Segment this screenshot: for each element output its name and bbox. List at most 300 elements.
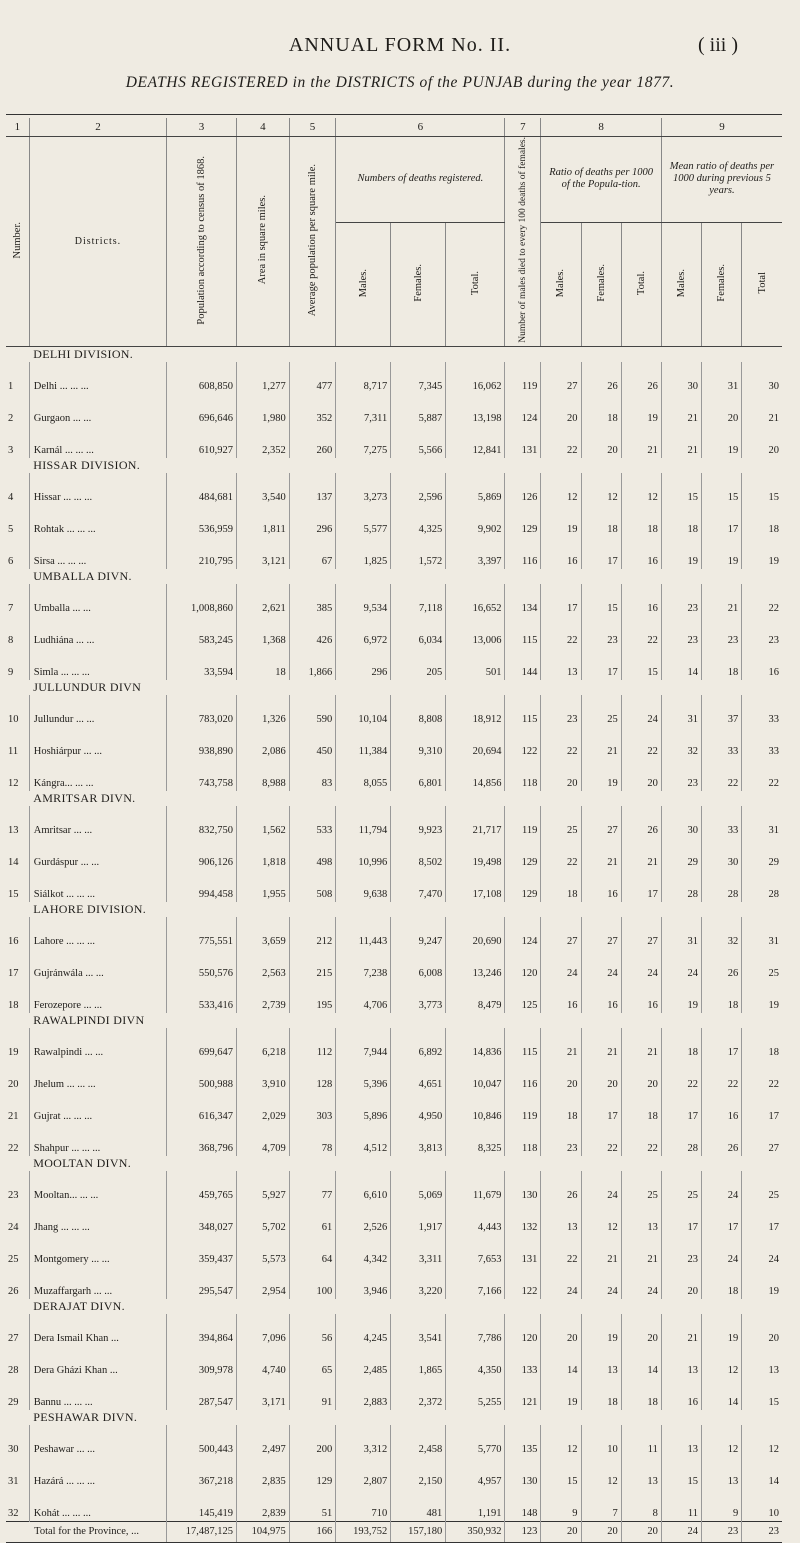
area: 2,739 [236, 981, 289, 1013]
deaths-males: 4,512 [336, 1124, 391, 1156]
ratio-males: 27 [541, 362, 581, 394]
division-spacer [6, 458, 29, 473]
ratio-total: 16 [621, 537, 661, 569]
table-row [6, 537, 782, 569]
total-value: 23 [702, 1521, 742, 1542]
division-spacer [6, 1410, 29, 1425]
deaths-females: 1,572 [391, 537, 446, 569]
deaths-males: 7,275 [336, 426, 391, 458]
table-row [6, 362, 782, 394]
ratio-females: 13 [581, 1346, 621, 1378]
row-number: 16 [6, 917, 29, 949]
mean-males: 25 [661, 1171, 701, 1203]
area: 2,621 [236, 584, 289, 616]
mean-males: 28 [661, 1124, 701, 1156]
table-title: DEATHS REGISTERED in the DISTRICTS of the PUNJAB during the year 1877. [125, 74, 675, 91]
deaths-females: 2,596 [391, 473, 446, 505]
table-row [6, 1028, 782, 1060]
district-name: Amritsar ... ... [29, 806, 166, 838]
population: 500,443 [167, 1425, 237, 1457]
area: 2,835 [236, 1457, 289, 1489]
total-value: 20 [581, 1521, 621, 1542]
ratio-males: 15 [541, 1457, 581, 1489]
ratio-females: 27 [581, 806, 621, 838]
table-row [6, 1124, 782, 1156]
ratio-males: 22 [541, 727, 581, 759]
area: 1,326 [236, 695, 289, 727]
deaths-total: 13,006 [446, 616, 505, 648]
mean-total: 22 [768, 1078, 779, 1090]
density: 498 [289, 838, 336, 870]
ratio-females: 10 [581, 1425, 621, 1457]
population: 536,959 [167, 505, 237, 537]
ratio-males: 19 [541, 1378, 581, 1410]
ratio-total: 8 [621, 1489, 661, 1522]
ratio-total: 24 [621, 695, 661, 727]
deaths-total: 18,912 [446, 695, 505, 727]
male-ratio: 120 [505, 1314, 541, 1346]
male-ratio: 119 [505, 1092, 541, 1124]
mean-males: 13 [661, 1346, 701, 1378]
division-spacer [6, 680, 29, 695]
mean-total: 24 [768, 1253, 779, 1265]
division-name: MOOLTAN DIVN. [33, 1155, 132, 1170]
mean-total: 25 [768, 967, 779, 979]
ratio-total: 18 [621, 1378, 661, 1410]
mean-males: 19 [661, 981, 701, 1013]
district-name: Sirsa ... ... ... [29, 537, 166, 569]
density: 508 [289, 870, 336, 902]
mean-males: 30 [661, 806, 701, 838]
population: 775,551 [167, 917, 237, 949]
district-name: Umballa ... ... [29, 584, 166, 616]
mean-males: 32 [661, 727, 701, 759]
deaths-total: 13,246 [446, 949, 505, 981]
population: 832,750 [167, 806, 237, 838]
deaths-females: 5,566 [391, 426, 446, 458]
population: 906,126 [167, 838, 237, 870]
mean-total: 25 [768, 1189, 779, 1201]
district-name: Gurdáspur ... ... [29, 838, 166, 870]
mean-males: 22 [661, 1060, 701, 1092]
hdr-females: Females. [716, 263, 728, 302]
mean-total: 27 [768, 1142, 779, 1154]
table-row [6, 806, 782, 838]
ratio-males: 12 [541, 1425, 581, 1457]
ratio-males: 24 [541, 1267, 581, 1299]
district-name: Lahore ... ... ... [29, 917, 166, 949]
ratio-females: 25 [581, 695, 621, 727]
ratio-males: 16 [541, 537, 581, 569]
ratio-females: 21 [581, 838, 621, 870]
deaths-females: 6,892 [391, 1028, 446, 1060]
mean-males: 21 [661, 1314, 701, 1346]
deaths-males: 5,396 [336, 1060, 391, 1092]
hdr-females: Females. [595, 263, 607, 302]
division-name: DERAJAT DIVN. [33, 1298, 125, 1313]
deaths-total: 4,957 [446, 1457, 505, 1489]
deaths-total: 501 [446, 648, 505, 680]
population: 994,458 [167, 870, 237, 902]
table-row [6, 695, 782, 727]
division-header-row [6, 458, 782, 473]
division-header-row [6, 1156, 782, 1171]
ratio-total: 18 [621, 1092, 661, 1124]
ratio-males: 20 [541, 394, 581, 426]
ratio-total: 16 [621, 981, 661, 1013]
ratio-females: 15 [581, 584, 621, 616]
ratio-females: 21 [581, 1028, 621, 1060]
mean-total: 13 [768, 1364, 779, 1376]
ratio-total: 22 [621, 1124, 661, 1156]
deaths-females: 1,865 [391, 1346, 446, 1378]
mean-females: 13 [702, 1457, 742, 1489]
colnum: 7 [505, 118, 541, 137]
division-header-row [6, 569, 782, 584]
mean-females: 17 [702, 1028, 742, 1060]
male-ratio: 119 [505, 806, 541, 838]
mean-males: 21 [661, 426, 701, 458]
ratio-males: 20 [541, 1314, 581, 1346]
district-name: Hazárá ... ... ... [29, 1457, 166, 1489]
deaths-males: 9,534 [336, 584, 391, 616]
top-rule [6, 114, 782, 115]
area: 2,086 [236, 727, 289, 759]
ratio-females: 12 [581, 1203, 621, 1235]
table-row [6, 1235, 782, 1267]
ratio-males: 9 [541, 1489, 581, 1522]
area: 2,954 [236, 1267, 289, 1299]
ratio-total: 26 [621, 806, 661, 838]
ratio-males: 14 [541, 1346, 581, 1378]
area: 4,740 [236, 1346, 289, 1378]
mean-females: 37 [702, 695, 742, 727]
row-number: 25 [6, 1235, 29, 1267]
hdr-males: Males. [675, 268, 687, 297]
district-name: Jhelum ... ... ... [29, 1060, 166, 1092]
deaths-total: 5,255 [446, 1378, 505, 1410]
density: 450 [289, 727, 336, 759]
mean-males: 24 [661, 949, 701, 981]
deaths-total: 3,397 [446, 537, 505, 569]
deaths-total: 16,652 [446, 584, 505, 616]
mean-males: 29 [661, 838, 701, 870]
deaths-total: 4,350 [446, 1346, 505, 1378]
area: 3,121 [236, 537, 289, 569]
mean-males: 28 [661, 870, 701, 902]
hdr-total: Total. [469, 270, 481, 295]
deaths-total: 19,498 [446, 838, 505, 870]
deaths-males: 7,944 [336, 1028, 391, 1060]
deaths-males: 4,342 [336, 1235, 391, 1267]
area: 2,839 [236, 1489, 289, 1522]
table-row [6, 505, 782, 537]
row-number: 4 [6, 473, 29, 505]
row-number: 20 [6, 1060, 29, 1092]
population: 608,850 [167, 362, 237, 394]
table-row [6, 949, 782, 981]
ratio-total: 20 [621, 1060, 661, 1092]
mean-total: 28 [768, 888, 779, 900]
deaths-females: 2,150 [391, 1457, 446, 1489]
deaths-males: 8,055 [336, 759, 391, 791]
row-number: 30 [6, 1425, 29, 1457]
deaths-females: 8,808 [391, 695, 446, 727]
district-name: Ferozepore ... ... [29, 981, 166, 1013]
population: 583,245 [167, 616, 237, 648]
hdr-number: Number. [11, 221, 23, 259]
total-value: 157,180 [391, 1521, 446, 1542]
deaths-females: 7,345 [391, 362, 446, 394]
mean-total: 29 [768, 856, 779, 868]
ratio-males: 22 [541, 616, 581, 648]
division-name: AMRITSAR DIVN. [33, 790, 136, 805]
deaths-females: 3,813 [391, 1124, 446, 1156]
population: 696,646 [167, 394, 237, 426]
population: 295,547 [167, 1267, 237, 1299]
table-row [6, 1489, 782, 1522]
ratio-total: 26 [621, 362, 661, 394]
mean-females: 12 [702, 1346, 742, 1378]
ratio-total: 11 [621, 1425, 661, 1457]
ratio-total: 16 [621, 584, 661, 616]
deaths-total: 10,846 [446, 1092, 505, 1124]
density: 590 [289, 695, 336, 727]
male-ratio: 130 [505, 1171, 541, 1203]
row-number: 24 [6, 1203, 29, 1235]
male-ratio: 131 [505, 426, 541, 458]
mean-total: 19 [768, 1285, 779, 1297]
district-name: Shahpur ... ... ... [29, 1124, 166, 1156]
ratio-females: 7 [581, 1489, 621, 1522]
district-name: Kángra... ... ... [29, 759, 166, 791]
deaths-females: 481 [391, 1489, 446, 1522]
deaths-females: 3,773 [391, 981, 446, 1013]
table-row [6, 838, 782, 870]
deaths-females: 5,069 [391, 1171, 446, 1203]
deaths-males: 6,610 [336, 1171, 391, 1203]
density: 83 [289, 759, 336, 791]
ratio-males: 16 [541, 981, 581, 1013]
male-ratio: 129 [505, 505, 541, 537]
district-name: Mooltan... ... ... [29, 1171, 166, 1203]
ratio-males: 20 [541, 1060, 581, 1092]
deaths-total: 20,694 [446, 727, 505, 759]
mean-males: 31 [661, 917, 701, 949]
male-ratio: 118 [505, 1124, 541, 1156]
deaths-males: 11,384 [336, 727, 391, 759]
total-value: 123 [505, 1521, 541, 1542]
population: 394,864 [167, 1314, 237, 1346]
row-number: 1 [6, 362, 29, 394]
deaths-total: 7,166 [446, 1267, 505, 1299]
deaths-males: 9,638 [336, 870, 391, 902]
division-spacer [6, 569, 29, 584]
area: 3,540 [236, 473, 289, 505]
total-row [6, 1521, 782, 1542]
deaths-males: 4,245 [336, 1314, 391, 1346]
population: 533,416 [167, 981, 237, 1013]
male-ratio: 125 [505, 981, 541, 1013]
density: 200 [289, 1425, 336, 1457]
area: 5,927 [236, 1171, 289, 1203]
row-number: 21 [6, 1092, 29, 1124]
density: 426 [289, 616, 336, 648]
density: 112 [289, 1028, 336, 1060]
mean-total: 33 [768, 713, 779, 725]
male-ratio: 148 [505, 1489, 541, 1522]
population: 610,927 [167, 426, 237, 458]
division-name: JULLUNDUR DIVN [33, 679, 142, 694]
division-spacer [6, 1156, 29, 1171]
row-number: 8 [6, 616, 29, 648]
hdr-females: Females. [412, 263, 424, 302]
density: 195 [289, 981, 336, 1013]
density: 65 [289, 1346, 336, 1378]
male-ratio: 135 [505, 1425, 541, 1457]
table-row [6, 870, 782, 902]
total-value: 350,932 [446, 1521, 505, 1542]
mean-males: 31 [661, 695, 701, 727]
row-number: 7 [6, 584, 29, 616]
deaths-total: 1,191 [446, 1489, 505, 1522]
male-ratio: 121 [505, 1378, 541, 1410]
mean-females: 22 [702, 759, 742, 791]
row-number: 28 [6, 1346, 29, 1378]
district-name: Delhi ... ... ... [29, 362, 166, 394]
density: 100 [289, 1267, 336, 1299]
area: 8,988 [236, 759, 289, 791]
density: 77 [289, 1171, 336, 1203]
population: 616,347 [167, 1092, 237, 1124]
hdr-total: Total. [635, 270, 647, 295]
hdr-districts: Districts. [29, 137, 166, 347]
density: 477 [289, 362, 336, 394]
population: 145,419 [167, 1489, 237, 1522]
deaths-total: 12,841 [446, 426, 505, 458]
deaths-males: 8,717 [336, 362, 391, 394]
ratio-total: 20 [621, 1314, 661, 1346]
ratio-total: 24 [621, 949, 661, 981]
male-ratio: 131 [505, 1235, 541, 1267]
ratio-females: 20 [581, 1060, 621, 1092]
mean-total: 16 [768, 666, 779, 678]
mean-males: 23 [661, 759, 701, 791]
ratio-females: 26 [581, 362, 621, 394]
density: 56 [289, 1314, 336, 1346]
mean-total: 17 [768, 1221, 779, 1233]
ratio-females: 19 [581, 759, 621, 791]
table-row [6, 1346, 782, 1378]
mean-females: 12 [702, 1425, 742, 1457]
colnum: 9 [661, 118, 782, 137]
table-row [6, 727, 782, 759]
mean-total: 14 [768, 1475, 779, 1487]
male-ratio: 133 [505, 1346, 541, 1378]
row-number: 31 [6, 1457, 29, 1489]
total-value: 23 [742, 1521, 782, 1542]
mean-females: 18 [702, 648, 742, 680]
colnum: 5 [289, 118, 336, 137]
area: 4,709 [236, 1124, 289, 1156]
ratio-total: 17 [621, 870, 661, 902]
district-name: Ludhiána ... ... [29, 616, 166, 648]
ratio-females: 17 [581, 537, 621, 569]
mean-females: 20 [702, 394, 742, 426]
ratio-females: 20 [581, 426, 621, 458]
ratio-total: 18 [621, 505, 661, 537]
deaths-total: 5,869 [446, 473, 505, 505]
area: 1,980 [236, 394, 289, 426]
district-name: Simla ... ... ... [29, 648, 166, 680]
table-row [6, 981, 782, 1013]
ratio-males: 19 [541, 505, 581, 537]
ratio-total: 19 [621, 394, 661, 426]
division-header-row [6, 680, 782, 695]
mean-females: 15 [702, 473, 742, 505]
table-row [6, 584, 782, 616]
deaths-total: 16,062 [446, 362, 505, 394]
ratio-total: 21 [621, 426, 661, 458]
deaths-males: 3,946 [336, 1267, 391, 1299]
population: 938,890 [167, 727, 237, 759]
area: 18 [236, 648, 289, 680]
district-name: Rohtak ... ... ... [29, 505, 166, 537]
mean-males: 18 [661, 505, 701, 537]
deaths-males: 296 [336, 648, 391, 680]
ratio-females: 21 [581, 727, 621, 759]
district-name: Dera Ismail Khan ... [29, 1314, 166, 1346]
ratio-females: 21 [581, 1235, 621, 1267]
ratio-females: 27 [581, 917, 621, 949]
density: 61 [289, 1203, 336, 1235]
deaths-females: 6,034 [391, 616, 446, 648]
population: 368,796 [167, 1124, 237, 1156]
page-header [0, 34, 800, 58]
colnum: 6 [336, 118, 505, 137]
mean-males: 15 [661, 1457, 701, 1489]
table-row [6, 1092, 782, 1124]
mean-total: 18 [768, 523, 779, 535]
deaths-table [6, 118, 782, 1543]
hdr-total: Total [756, 271, 768, 294]
ratio-females: 16 [581, 870, 621, 902]
area: 3,910 [236, 1060, 289, 1092]
population: 500,988 [167, 1060, 237, 1092]
mean-females: 17 [702, 505, 742, 537]
table-row [6, 759, 782, 791]
area: 2,563 [236, 949, 289, 981]
mean-males: 16 [661, 1378, 701, 1410]
row-number: 2 [6, 394, 29, 426]
deaths-males: 2,485 [336, 1346, 391, 1378]
table-row [6, 616, 782, 648]
male-ratio: 116 [505, 537, 541, 569]
deaths-total: 11,679 [446, 1171, 505, 1203]
ratio-males: 23 [541, 695, 581, 727]
table-row [6, 1457, 782, 1489]
deaths-total: 8,325 [446, 1124, 505, 1156]
area: 1,955 [236, 870, 289, 902]
mean-females: 14 [702, 1378, 742, 1410]
mean-males: 30 [661, 362, 701, 394]
table-row [6, 473, 782, 505]
mean-females: 24 [702, 1235, 742, 1267]
deaths-males: 710 [336, 1489, 391, 1522]
table-row [6, 648, 782, 680]
table-row [6, 426, 782, 458]
mean-females: 16 [702, 1092, 742, 1124]
